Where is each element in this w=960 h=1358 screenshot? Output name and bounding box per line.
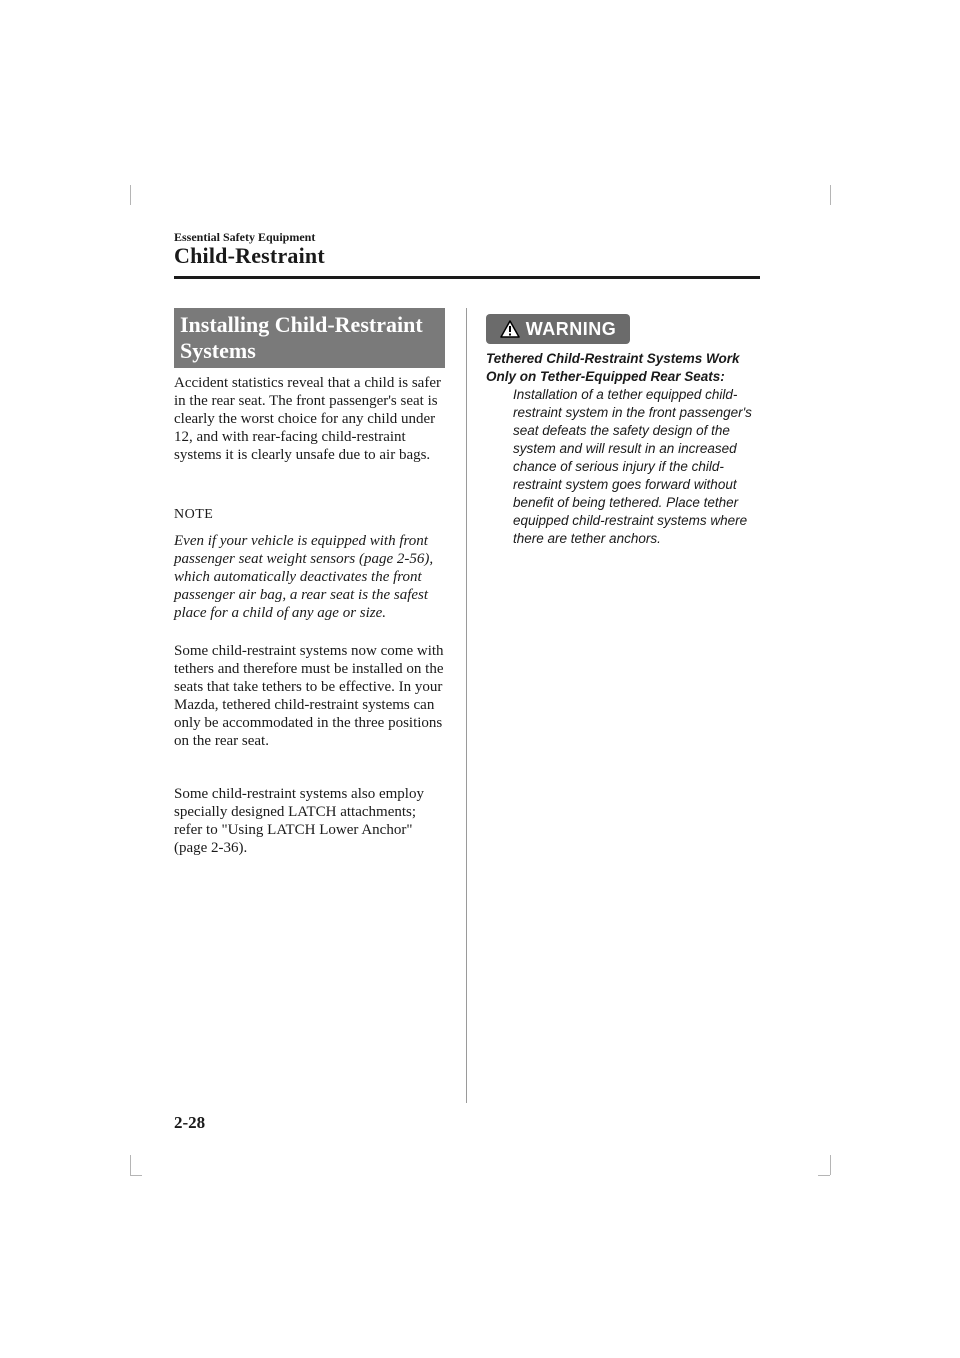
- warning-badge: [486, 314, 630, 344]
- title-rule: [174, 276, 760, 279]
- section-heading: Installing Child-Restraint Systems: [174, 308, 445, 368]
- body-text: Some child-restraint systems also employ specially designed LATCH attachments; refer to "Using LATCH Lower Anchor" (page 2-36).: [174, 786, 424, 856]
- body-text: Accident statistics reveal that a child is safer in the rear seat. The front passenger's seat is clearly the worst choice for any child under 12, and with rear-facing child-restraint systems it is clearly unsafe due to air bags.: [174, 375, 441, 463]
- intro-paragraph: [174, 374, 446, 464]
- crop-mark: [818, 1175, 830, 1176]
- page-number: 2-28: [174, 1113, 206, 1132]
- crop-mark: [130, 1175, 142, 1176]
- note-label: NOTE: [174, 507, 214, 522]
- warning-body: Installation of a tether equipped child-restraint system in the front passenger's seat defeats the safety design of the system and will result in an increased chance of serious injury if the child-restraint system goes forward without benefit of being tethered. Place tether equipped child-restraint systems where there are tether anchors.: [513, 387, 752, 546]
- page-title: Child-Restraint: [174, 243, 325, 268]
- crop-mark: [130, 185, 131, 205]
- crop-mark: [830, 1155, 831, 1175]
- warning-label: WARNING: [525, 318, 617, 339]
- latch-paragraph: [174, 785, 446, 857]
- column-divider: [466, 308, 467, 1103]
- crop-mark: [830, 185, 831, 205]
- warning-heading: Tethered Child-Restraint Systems Work Only on Tether-Equipped Rear Seats:: [486, 351, 740, 384]
- tether-paragraph: [174, 642, 446, 750]
- section-label: Essential Safety Equipment: [174, 230, 316, 244]
- body-text: Some child-restraint systems now come with tethers and therefore must be installed on the seats that take tethers to be effective. In your Mazda, tethered child-restraint systems can only be accommodated in the three positions on the rear seat.: [174, 643, 444, 749]
- exclamation-icon: [500, 320, 520, 338]
- note-text: Even if your vehicle is equipped with front passenger seat weight sensors (page 2-56), which automatically deactivates the front passenger air bag, a rear seat is the safest place for a child of any age or size.: [174, 533, 434, 621]
- crop-mark: [130, 1155, 131, 1175]
- note-block: [174, 506, 446, 622]
